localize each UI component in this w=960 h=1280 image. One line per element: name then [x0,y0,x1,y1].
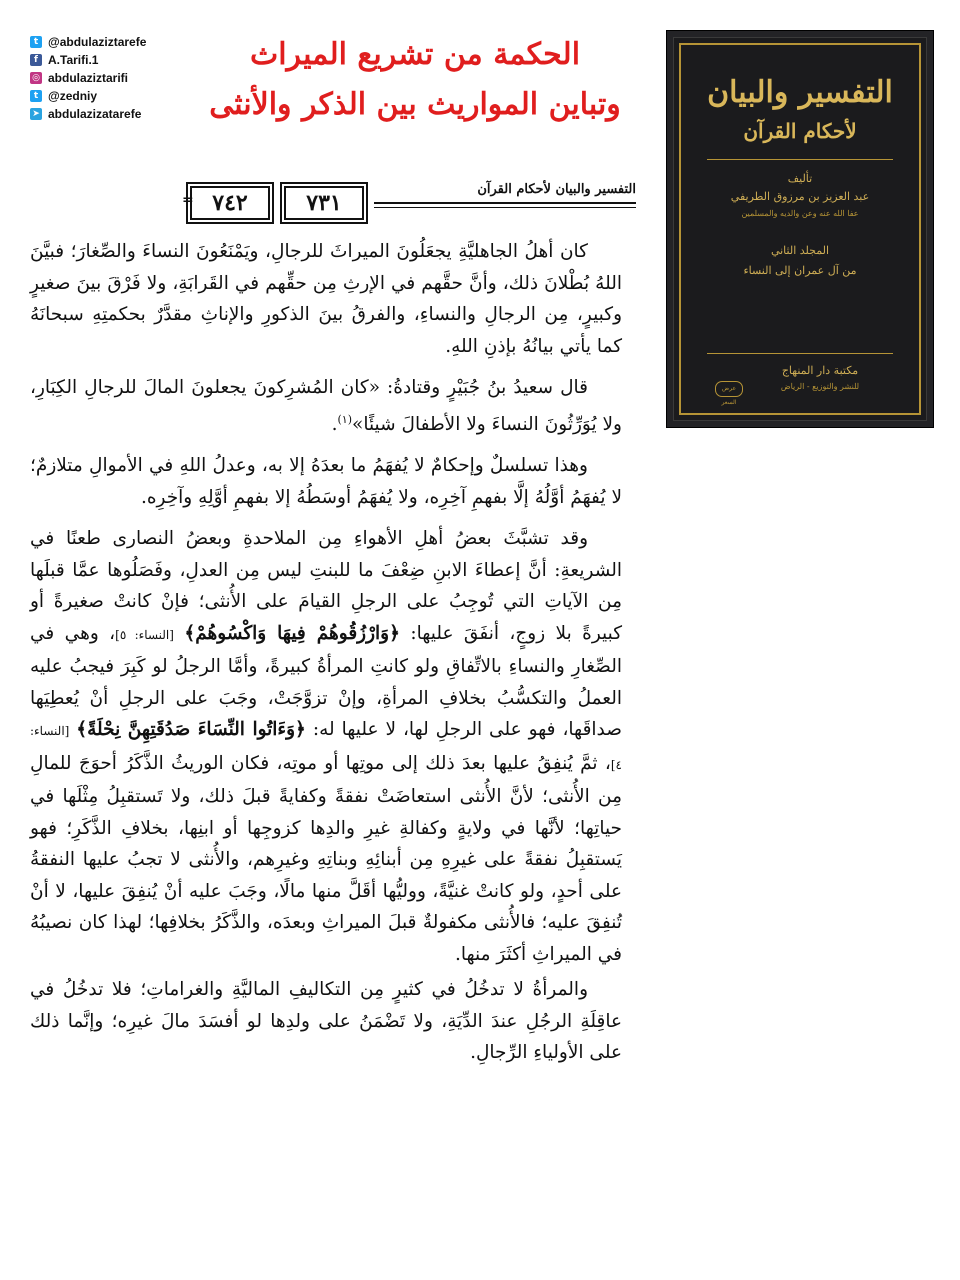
social-handle[interactable]: abdulazizatarefe [48,107,142,121]
book-cover [666,30,934,428]
paragraph: وهذا تسلسلٌ وإحكامٌ لا يُفهَمُ ما بعدَهُ إلا به، وعدلُ اللهِ في الأموالِ متلازمٌ؛ لا يُفهَمُ أوَّلُهُ إلَّا بفهمِ آخِرِه، ولا يُفهَمُ أوسَطُهُ إلا بفهمِ أوَّلِهِ وآخِرِه. [30,455,622,508]
text-run: ، ثمَّ يُنفِقُ عليها بعدَ ذلك إلى موتِها أو موتِه، فكان الوريثُ الذَّكَرُ أحوَجَ للمالِ مِن الأُنثى؛ لأنَّ الأُنثى استعاضَتْ نفقةً وكفايةً قبلَ ذلك، ولا تَستقبِلُ مِثْلَها في حياتِها؛ لأنَّها في ولايةٍ وكفالةِ غيرِ والدِها كزوجِها أو ابنِها، بخلافِ الذَّكَرِ؛ فهو يَستقبِلُ نفقةً على غيرِهِ مِن أبنائِهِ وبناتِهِ وغيرِهم، والأُنثى لا تجبُ عليها النفقةُ على أحدٍ، ولو كانتْ غنيَّةً، ووليُّها أقَلَّ منها مالًا، وجَبَ عليه أنْ يُنفِقَ عليها، لا أنْ تُنفِقَ عليه؛ فالأُنثى مكفولةٌ قبلَ الميراثِ وبعدَه، والذَّكَرُ بخلافِها؛ لهذا كان نصيبُهُ في الميراثِ أكثَرَ منها. [30,752,622,965]
book-author-note: عفا الله عنه وعن والديه والمسلمين [741,209,859,218]
quran-verse: ﴿وَءَاتُوا النِّسَاءَ صَدُقَتِهِنَّ نِحْلَةً﴾ [76,719,306,741]
running-head: التفسير والبيان لأحكام القرآن [477,182,636,197]
book-subtitle: لأحكام القرآن [743,119,857,143]
page-body [30,236,622,1079]
running-head-rule [374,207,636,208]
verse-reference: [النساء: ٥] [115,627,174,642]
text-run: وقد تشبَّثَ بعضُ أهلِ الأهواءِ مِن الملاحدةِ وبعضُ النصارى طعنًا في الشريعةِ: أنَّ إعطاءَ الابنِ ضِعْفَ ما للبنتِ ليس مِن العدلِ، وفَصَلُوها عمَّا قبلَها مِن الآياتِ التي تُوجِبُ على الرجلِ القيامَ على الأُنثى؛ فإنْ كانتْ صغيرةً أو كبيرةً بلا زوجٍ، أنفَقَ عليها: [30,528,623,644]
social-handle[interactable]: A.Tarifi.1 [48,53,99,67]
paragraph: والمرأةُ لا تدخُلُ في كثيرٍ مِن التكاليفِ الماليَّةِ والغراماتِ؛ فلا تدخُلُ في عاقِلَةِ الرجُلِ عندَ الدِّيَةِ، ولا تَضْمَنُ على ولدِها لو أفسَدَ مالَ غيرِه؛ وإنَّما ذلك على الأولياءِ الرِّجالِ. [30,979,622,1064]
title-line-1: الحكمة من تشريع الميراث [249,37,581,72]
quote-text: قال سعيدُ بنُ جُبَيْرٍ وقتادةُ: «كان المُشرِكونَ يجعلونَ المالَ للرجالِ الكِبَارِ، ولا يُوَرِّثُونَ النساءَ ولا الأطفالَ شيئًا» [30,377,622,435]
twitter-icon: t [30,90,42,102]
instagram-icon: ◎ [30,72,42,84]
page-number-box [280,182,368,224]
title-line-2: وتباين المواريث بين الذكر والأنثى [209,87,621,122]
telegram-icon: ➤ [30,108,42,120]
period: . [331,413,338,435]
book-publisher-note: للنشر والتوزيع - الرياض [780,382,860,391]
twitter-icon: t [30,36,42,48]
book-volume-range: من آل عمران إلى النساء [743,264,857,277]
footnote-marker[interactable]: (١) [337,412,353,426]
verse-reference: [النساء: ٤] [30,724,622,772]
book-volume: المجلد الثاني [770,244,830,257]
facebook-icon: f [30,54,42,66]
text-run: ، وهي في الصِّغارِ والنساءِ بالاتِّفاقِ ولو كانتِ المرأةُ كبيرةً، وأمَّا الرجلُ لو كَبِرَ فيجبُ عليه العملُ والتكسُّبُ بخلافِ المرأةِ، وإنْ تزوَّجَتْ، وجَبَ على الرجلِ أنْ يُعطِيَها صداقَها، فهو على الرجلِ لها، لا عليها له: [30,622,622,741]
book-divider [707,159,893,160]
paragraph [30,372,622,440]
social-handle[interactable]: @abdulaziztarefe [48,35,147,49]
page-number: ٧٣١ [284,186,364,220]
paragraph [30,523,622,970]
book-logo: عرض السعر [715,381,743,397]
social-handle[interactable]: @zedniy [48,89,98,103]
book-author-label: تأليف [787,172,813,185]
page-range: ٧٤٢ [190,186,270,220]
page-title [200,30,630,130]
quran-verse: ﴿وَارْزُقُوهُمْ فِيهَا وَاكْسُوهُمْ﴾ [184,622,400,644]
page-range-box [186,182,274,224]
page-eq-sign: = [182,192,194,208]
book-publisher: مكتبة دار المنهاج [781,364,859,377]
running-head-rule [374,202,636,204]
book-title: التفسير والبيان [707,75,893,110]
book-author: عبد العزيز بن مرزوق الطريفي [730,190,870,203]
paragraph: كان أهلُ الجاهليَّةِ يجعَلُونَ الميراثَ للرجالِ، ويَمْنَعُونَ النساءَ والصِّغارَ؛ فبيَّنَ اللهُ بُطْلانَ ذلك، وأنَّ حقَّهم في الإرثِ مِن حقِّهم في القَرابَةِ، ولا فَرْقَ بينَ صغيرٍ وكبيرٍ، مِن الرجالِ والنساءِ، والفرقُ بينَ الذكورِ والإناثِ مقدَّرٌ بحكمتِهِ سبحانَهُ كما يأتي بيانُهُ بإذنِ اللهِ. [30,241,622,357]
book-divider [707,353,893,354]
page-header [30,180,636,224]
social-handle[interactable]: abdulaziztarifi [48,71,129,85]
